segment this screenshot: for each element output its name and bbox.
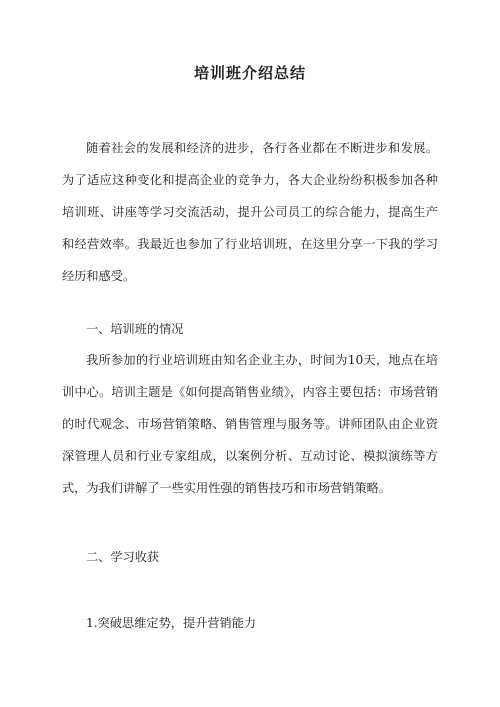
intro-paragraph: 随着社会的发展和经济的进步，各行各业都在不断进步和发展。为了适应这种变化和提高企业的竞争力，各大企业纷纷积极参加各种培训班、讲座等学习交流活动，提升公司员工的综合能力，提高生产和经营效率。我最近也参加了行业培训班，在这里分享一下我的学习经历和感受。 <box>62 141 438 283</box>
subsection-heading-marketing-ability: 1.突破思维定势，提升营销能力 <box>86 616 257 630</box>
training-details-paragraph: 我所参加的行业培训班由知名企业主办，时间为10天，地点在培训中心。培训主题是《如何提高销售业绩》，内容主要包括：市场营销的时代观念、市场营销策略、销售管理与服务等。讲师团队由企业资深管理人员和行业专家组成，以案例分析、互动讨论、模拟演练等方式，为我们讲解了一些实用性强的销售技巧和市场营销策略。 <box>62 353 438 495</box>
section-heading-training-overview: 一、培训班的情况 <box>86 322 184 336</box>
document-title: 培训班介绍总结 <box>193 64 306 82</box>
section-heading-learning-gains: 二、学习收获 <box>86 550 160 564</box>
